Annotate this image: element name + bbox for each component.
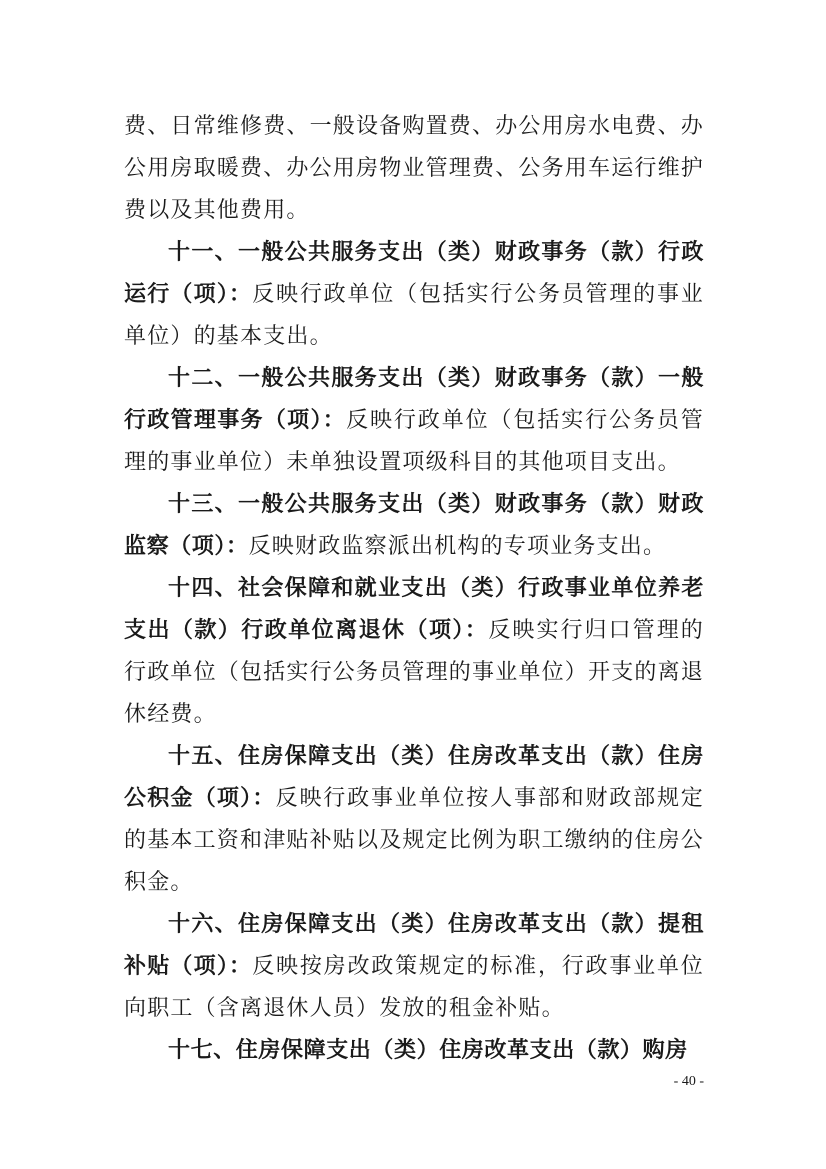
item-body: 反映按房改政策规定的标准，行政事业单位向职工（含离退休人员）发放的租金补贴。 [124,954,704,1021]
item-heading: 十五、住房保障支出（类）住房改革支出（款）住房公积金（项）： [124,744,704,811]
paragraph-body: 费、日常维修费、一般设备购置费、办公用房水电费、办公用房取暖费、办公用房物业管理费、公务用车运行维护费以及其他费用。 [124,114,705,223]
item-body: 反映实行归口管理的行政单位（包括实行公务员管理的事业单位）开支的离退休经费。 [124,618,705,727]
paragraph-item-11 [124,232,704,358]
item-heading: 十七、住房保障支出（类）住房改革支出（款）购房 [168,1038,688,1063]
paragraph-item-17 [124,1030,704,1072]
item-heading: 十四、社会保障和就业支出（类）行政事业单位养老支出（款）行政单位离退休（项）： [124,576,704,643]
item-body: 反映行政单位（包括实行公务员管理的事业单位）未单独设置项级科目的其他项目支出。 [124,408,704,475]
paragraph-continuation [124,106,704,232]
paragraph-item-14 [124,568,704,736]
item-body: 反映财政监察派出机构的专项业务支出。 [248,534,667,559]
paragraph-item-15 [124,736,704,904]
item-heading: 十三、一般公共服务支出（类）财政事务（款）财政监察（项）： [124,492,704,559]
body-text [124,106,704,1072]
item-heading: 十二、一般公共服务支出（类）财政事务（款）一般行政管理事务（项）： [124,366,704,433]
paragraph-item-16 [124,904,704,1030]
paragraph-item-13 [124,484,704,568]
item-body: 反映行政事业单位按人事部和财政部规定的基本工资和津贴补贴以及规定比例为职工缴纳的住房公积金。 [124,786,705,895]
item-heading: 十六、住房保障支出（类）住房改革支出（款）提租补贴（项）： [124,912,704,979]
item-heading: 十一、一般公共服务支出（类）财政事务（款）行政运行（项）： [124,240,704,307]
paragraph-item-12 [124,358,704,484]
page-number: - 40 - [673,1074,704,1089]
item-body: 反映行政单位（包括实行公务员管理的事业单位）的基本支出。 [124,282,704,349]
